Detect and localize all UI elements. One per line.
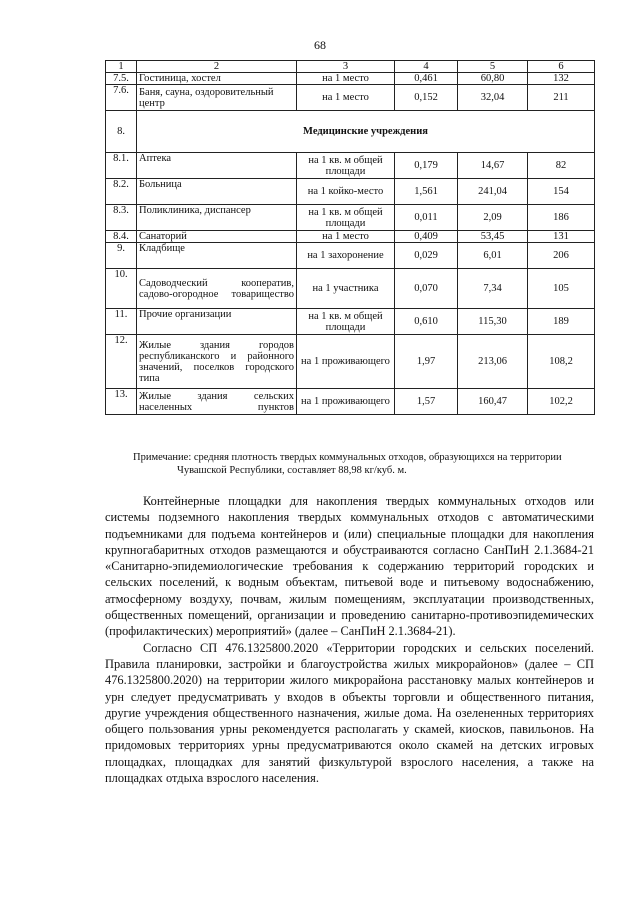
row-value-b: 241,04 [458,179,528,205]
row-value-b: 115,30 [458,309,528,335]
header-cell: 4 [395,61,458,73]
row-number: 11. [106,309,137,335]
header-cell: 3 [297,61,395,73]
row-number: 13. [106,389,137,415]
row-unit: на 1 кв. м общей площади [297,205,395,231]
table-row [106,231,595,243]
row-number: 7.6. [106,85,137,111]
row-value-c: 105 [528,269,595,309]
row-value-c: 154 [528,179,595,205]
row-value-b: 7,34 [458,269,528,309]
row-value-a: 0,461 [395,73,458,85]
row-value-c: 132 [528,73,595,85]
table-section-row [106,111,595,153]
row-name: Садоводческий кооператив, садово-огородное товарищество [137,269,297,309]
row-name: Поликлиника, диспансер [137,205,297,231]
table-row [106,335,595,389]
table-row [106,179,595,205]
row-value-b: 14,67 [458,153,528,179]
row-name: Гостиница, хостел [137,73,297,85]
table-header-row [106,61,595,73]
header-cell: 6 [528,61,595,73]
row-number: 8. [106,111,137,153]
row-number: 8.2. [106,179,137,205]
row-value-c: 189 [528,309,595,335]
section-title: Медицинские учреждения [137,111,595,153]
row-value-a: 0,029 [395,243,458,269]
header-cell: 2 [137,61,297,73]
row-unit: на 1 кв. м общей площади [297,309,395,335]
row-unit: на 1 проживающего [297,389,395,415]
table-row [106,269,595,309]
row-name: Баня, сауна, оздоровительный центр [137,85,297,111]
row-value-a: 0,152 [395,85,458,111]
row-value-c: 82 [528,153,595,179]
note-line-2: Чувашской Республики, составляет 88,98 кг/куб. м. [177,465,407,476]
row-name: Кладбище [137,243,297,269]
row-number: 8.1. [106,153,137,179]
row-value-c: 102,2 [528,389,595,415]
row-value-b: 6,01 [458,243,528,269]
row-unit: на 1 кв. м общей площади [297,153,395,179]
row-value-a: 0,610 [395,309,458,335]
row-number: 10. [106,269,137,309]
note-line-1: Примечание: средняя плотность твердых коммунальных отходов, образующихся на территории [133,452,562,463]
row-value-a: 1,561 [395,179,458,205]
header-cell: 5 [458,61,528,73]
row-unit: на 1 проживающего [297,335,395,389]
row-name: Жилые здания сельских населенных пунктов [137,389,297,415]
row-value-b: 213,06 [458,335,528,389]
row-name: Больница [137,179,297,205]
row-value-c: 186 [528,205,595,231]
row-value-a: 0,011 [395,205,458,231]
row-number: 8.4. [106,231,137,243]
row-unit: на 1 место [297,231,395,243]
row-unit: на 1 койко-место [297,179,395,205]
header-cell: 1 [106,61,137,73]
row-value-c: 211 [528,85,595,111]
table-row [106,153,595,179]
row-unit: на 1 участника [297,269,395,309]
row-value-c: 206 [528,243,595,269]
row-number: 7.5. [106,73,137,85]
row-unit: на 1 место [297,85,395,111]
row-value-a: 1,57 [395,389,458,415]
row-number: 8.3. [106,205,137,231]
paragraph: Контейнерные площадки для накопления твердых коммунальных отходов или системы подземного накопления твердых коммунальных отходов с автоматическими подъемниками для подъема контейнеров и (или) специальные площадки для накопления крупногабаритных отходов размещаются и обустраиваются согласно СанПиН 2.1.3684-21 «Санитарно-эпидемиологические требования к содержанию территорий городских и сельских поселений, к водным объектам, питьевой воде и питьевому водоснабжению, атмосферному воздуху, почвам, жилым помещениям, эксплуатации производственных, общественных помещений, организации и проведению санитарно-противоэпидемических (профилактических) мероприятий» (далее – СанПиН 2.1.3684-21). [105,494,594,639]
table-row [106,389,595,415]
page-number: 68 [314,38,326,52]
row-value-a: 0,070 [395,269,458,309]
table-row [106,73,595,85]
row-value-b: 53,45 [458,231,528,243]
row-number: 9. [106,243,137,269]
row-name: Санаторий [137,231,297,243]
body-text [105,493,594,786]
row-number: 12. [106,335,137,389]
table-row [106,85,595,111]
row-unit: на 1 место [297,73,395,85]
row-value-a: 0,179 [395,153,458,179]
table-note [133,451,593,477]
row-value-c: 108,2 [528,335,595,389]
row-value-a: 1,97 [395,335,458,389]
row-value-b: 32,04 [458,85,528,111]
row-name: Жилые здания городов республиканского и районного значений, поселков городского типа [137,335,297,389]
row-value-b: 160,47 [458,389,528,415]
table-row [106,205,595,231]
row-name: Прочие организации [137,309,297,335]
row-value-b: 2,09 [458,205,528,231]
row-unit: на 1 захоронение [297,243,395,269]
row-name: Аптека [137,153,297,179]
waste-norms-table [105,60,595,415]
paragraph: Согласно СП 476.1325800.2020 «Территории городских и сельских поселений. Правила планировки, застройки и благоустройства жилых микрорайонов» (далее – СП 476.1325800.2020) на территории жилого микрорайона расстановку малых контейнеров и урн следует предусматривать у входов в объекты торговли и общественного питания, другие учреждения общественного назначения, жилые дома. На озелененных территориях общего пользования урны рекомендуется располагать у скамей, киосков, павильонов. На придомовых территориях урны предусматриваются около скамей на детских игровых площадках, площадках для занятий физкультурой взрослого населения, а также на площадках отдыха взрослого населения. [105,640,594,786]
row-value-b: 60,80 [458,73,528,85]
row-value-a: 0,409 [395,231,458,243]
row-value-c: 131 [528,231,595,243]
table-row [106,309,595,335]
table-row [106,243,595,269]
